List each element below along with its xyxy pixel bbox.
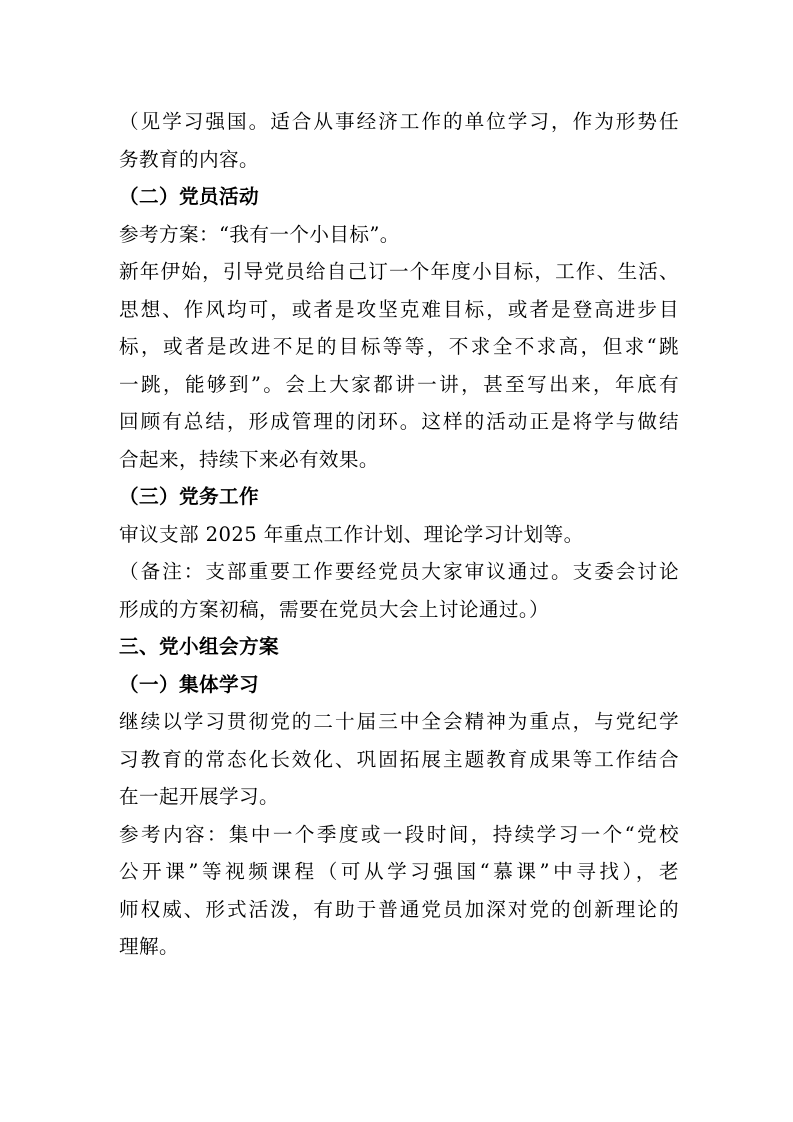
- body-text-line: 务教育的内容。: [119, 147, 259, 171]
- body-text-line: 新年伊始，引导党员给自己订一个年度小目标，工作、生活、: [119, 260, 679, 283]
- body-text-line: 标，或者是改进不足的目标等等，不求全不求高，但求“跳: [119, 335, 679, 358]
- body-text-line: 师权威、形式活泼，有助于普通党员加深对党的创新理论的: [119, 897, 679, 921]
- body-text-line: 参考方案：“我有一个小目标”。: [119, 222, 400, 246]
- section-heading: 三、党小组会方案: [119, 635, 279, 658]
- body-text-line: （备注：支部重要工作要经党员大家审议通过。支委会讨论: [119, 560, 679, 583]
- body-text-line: 理解。: [119, 935, 179, 958]
- body-text-line: 回顾有总结，形成管理的闭环。这样的活动正是将学与做结: [119, 410, 679, 433]
- body-text-line: 合起来，持续下来必有效果。: [119, 447, 379, 471]
- body-text-line: 公开课”等视频课程（可从学习强国“慕课”中寻找），老: [119, 860, 679, 883]
- body-text-line: （见学习强国。适合从事经济工作的单位学习，作为形势任: [119, 110, 679, 133]
- body-text-line: 思想、作风均可，或者是攻坚克难目标，或者是登高进步目: [119, 297, 679, 321]
- body-text-line: 习教育的常态化长效化、巩固拓展主题教育成果等工作结合: [119, 747, 679, 771]
- body-text-line: 一跳，能够到”。会上大家都讲一讲，甚至写出来，年底有: [119, 372, 679, 396]
- section-heading: （一）集体学习: [119, 672, 259, 696]
- body-text-line: 在一起开展学习。: [119, 785, 279, 808]
- body-text-line: 参考内容：集中一个季度或一段时间，持续学习一个“党校: [119, 822, 679, 846]
- document-body: [119, 103, 679, 966]
- body-text-line: 形成的方案初稿，需要在党员大会上讨论通过。）: [119, 597, 550, 621]
- section-heading: （三）党务工作: [119, 485, 259, 508]
- body-text-line: 继续以学习贯彻党的二十届三中全会精神为重点，与党纪学: [119, 710, 679, 733]
- section-heading: （二）党员活动: [119, 185, 259, 208]
- body-text-line: 审议支部 2025 年重点工作计划、理论学习计划等。: [119, 522, 584, 546]
